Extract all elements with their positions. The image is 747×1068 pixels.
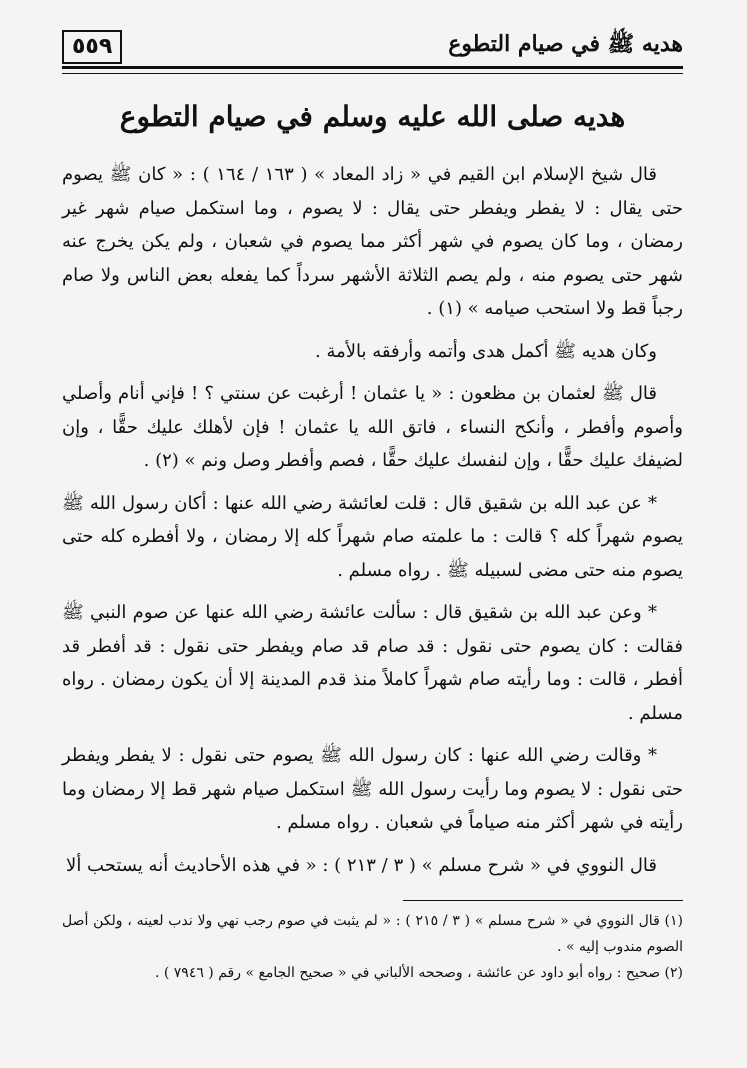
footnotes [62,908,683,986]
paragraph: قال ﷺ لعثمان بن مظعون : « يا عثمان ! أرغبت عن سنتي ؟ ! فإني أنام وأصلي وأصوم وأفطر ، وأنكح النساء ، فاتق الله يا عثمان ! فإن لأهلك عليك حقًّا ، وإن لضيفك عليك حقًّا ، وإن لنفسك عليك حقًّا ، فصم وأفطر وصل ونم » (٢) . [62,383,683,471]
paragraph: * وعن عبد الله بن شقيق قال : سألت عائشة رضي الله عنها عن صوم النبي ﷺ فقالت : كان يصوم حتى نقول : قد صام قد صام ويفطر حتى نقول : قد أفطر قد أفطر ، قالت : وما رأيته صام شهراً كاملاً منذ قدم المدينة إلا أن يكون رمضان . رواه مسلم . [62,602,683,724]
footnote: (٢) صحيح : رواه أبو داود عن عائشة ، وصححه الألباني في « صحيح الجامع » رقم ( ٧٩٤٦ ) . [154,965,683,981]
page-header [62,30,683,64]
paragraph: قال النووي في « شرح مسلم » ( ٣ / ٢١٣ ) : « في هذه الأحاديث أنه يستحب ألا [66,854,657,876]
section-title: هديه صلى الله عليه وسلم في صيام التطوع [119,100,626,133]
paragraph: * وقالت رضي الله عنها : كان رسول الله ﷺ يصوم حتى نقول : لا يفطر ويفطر حتى نقول : لا يصوم وما رأيت رسول الله ﷺ استكمل صيام شهر قط إلا رمضان وما رأيته في شهر أكثر منه صياماً في شعبان . رواه مسلم . [62,745,683,833]
footnote: (١) قال النووي في « شرح مسلم » ( ٣ / ٢١٥ ) : « لم يثبت في صوم رجب نهي ولا ندب لعينه ، ولكن أصل الصوم مندوب إليه » . [62,913,683,955]
page-number: ٥٥٩ [62,30,122,64]
header-rule [62,66,683,74]
paragraph: قال شيخ الإسلام ابن القيم في « زاد المعاد » ( ١٦٣ / ١٦٤ ) : « كان ﷺ يصوم حتى يقال : لا يفطر ويفطر حتى يقال : لا يصوم ، وما استكمل صيام شهر غير رمضان ، وما كان يصوم في شهر أكثر مما يصوم في شعبان ، ولم يكن يخرج عنه شهر حتى يصوم منه ، ولم يصم الثلاثة الأشهر سرداً كما يفعله بعض الناس ولا صام رجباً قط ولا استحب صيامه » (١) . [62,164,683,319]
body-text [62,158,683,891]
paragraph: وكان هديه ﷺ أكمل هدى وأتمه وأرفقه بالأمة . [315,340,657,362]
footnote-divider [403,900,683,901]
running-title: هديه ﷺ في صيام التطوع [448,31,683,57]
paragraph: * عن عبد الله بن شقيق قال : قلت لعائشة رضي الله عنها : أكان رسول الله ﷺ يصوم شهراً كله ؟ قالت : ما علمته صام شهراً كله إلا رمضان ، ولا أفطره كله حتى يصوم منه حتى مضى لسبيله ﷺ . رواه مسلم . [62,492,683,581]
